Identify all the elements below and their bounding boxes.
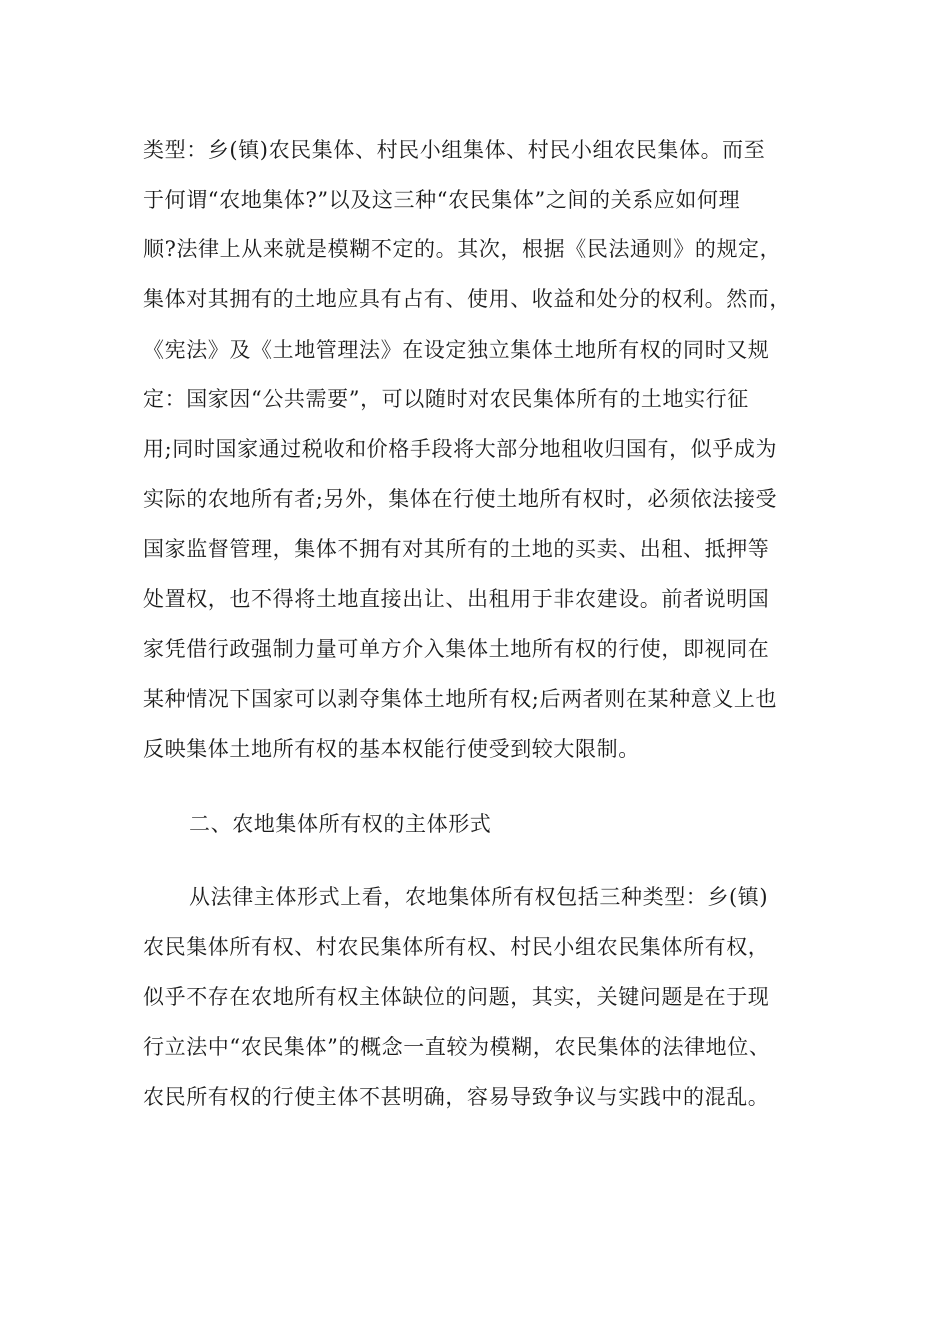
paragraph-1-line-13: 反映集体土地所有权的基本权能行使受到较大限制。: [143, 737, 640, 761]
paragraph-2-line-1: 从法律主体形式上看，农地集体所有权包括三种类型：乡(镇): [189, 885, 769, 909]
paragraph-2-line-2: 农民集体所有权、村农民集体所有权、村民小组农民集体所有权，: [143, 935, 770, 959]
paragraph-1-line-9: 国家监督管理，集体不拥有对其所有的土地的买卖、出租、抵押等: [143, 537, 770, 561]
paragraph-1-line-3: 顺?法律上从来就是模糊不定的。其次，根据《民法通则》的规定，: [143, 237, 782, 261]
paragraph-1-line-8: 实际的农地所有者;另外，集体在行使土地所有权时，必须依法接受: [143, 487, 778, 511]
paragraph-2-line-4: 行立法中“农民集体”的概念一直较为模糊，农民集体的法律地位、: [143, 1035, 771, 1059]
paragraph-2-line-5: 农民所有权的行使主体不甚明确，容易导致争议与实践中的混乱。: [143, 1085, 770, 1109]
paragraph-1-line-11: 家凭借行政强制力量可单方介入集体土地所有权的行使，即视同在: [143, 637, 770, 661]
paragraph-1-line-2: 于何谓“农地集体?”以及这三种“农民集体”之间的关系应如何理: [143, 188, 741, 212]
paragraph-1-line-6: 定：国家因“公共需要”，可以随时对农民集体所有的土地实行征: [143, 387, 749, 411]
paragraph-1-line-12: 某种情况下国家可以剥夺集体土地所有权;后两者则在某种意义上也: [143, 687, 778, 711]
paragraph-1-line-10: 处置权，也不得将土地直接出让、出租用于非农建设。前者说明国: [143, 587, 770, 611]
section-heading: 二、农地集体所有权的主体形式: [189, 812, 492, 836]
paragraph-1-line-5: 《宪法》及《土地管理法》在设定独立集体土地所有权的同时又规: [143, 338, 770, 362]
paragraph-1-line-1: 类型：乡(镇)农民集体、村民小组集体、村民小组农民集体。而至: [143, 138, 766, 162]
paragraph-1-line-4: 集体对其拥有的土地应具有占有、使用、收益和处分的权利。然而，: [143, 287, 791, 311]
paragraph-2-line-3: 似乎不存在农地所有权主体缺位的问题，其实，关键问题是在于现: [143, 985, 770, 1009]
paragraph-1-line-7: 用;同时国家通过税收和价格手段将大部分地租收归国有，似乎成为: [143, 437, 778, 461]
